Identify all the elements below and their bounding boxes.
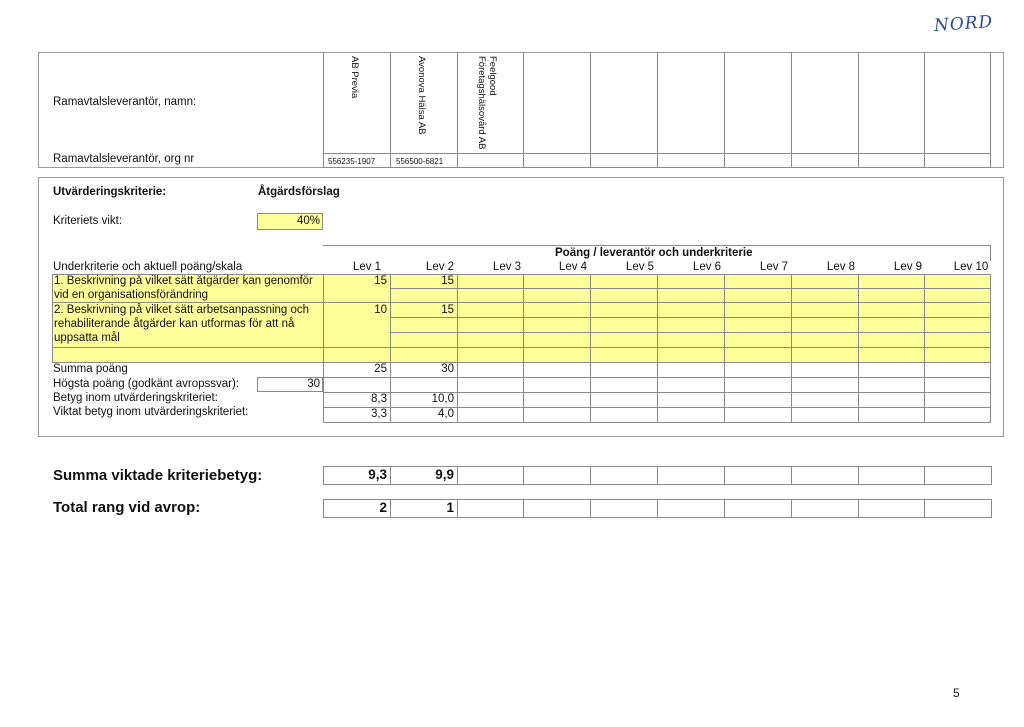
weighted-sum-lev1: 9,3 xyxy=(368,467,387,482)
criterion-label: Utvärderingskriterie: xyxy=(53,186,167,198)
col-lev9: Lev 9 xyxy=(893,261,923,273)
weight-label: Kriteriets vikt: xyxy=(53,215,123,227)
max-label: Högsta poäng (godkänt avropssvar): xyxy=(53,378,240,390)
subcriterion-1-line-2: vid en organisationsförändring xyxy=(54,289,209,301)
grade-lev1: 8,3 xyxy=(371,393,387,405)
sum-lev2: 30 xyxy=(441,363,454,375)
supplier-name-1: AB Previa xyxy=(349,56,360,99)
supplier-org-label: Ramavtalsleverantör, org nr xyxy=(53,153,195,165)
sub1-lev1-score: 15 xyxy=(374,275,387,287)
col-lev6: Lev 6 xyxy=(692,261,722,273)
subcriterion-1-line-1: 1. Beskrivning på vilket sätt åtgärder kan genomför xyxy=(54,275,313,287)
criterion-name: Åtgärdsförslag xyxy=(258,186,340,198)
col-lev10: Lev 10 xyxy=(953,261,989,273)
subcriterion-2-line-1: 2. Beskrivning på vilket sätt arbetsanpassning och xyxy=(54,304,310,316)
rank-lev2: 1 xyxy=(446,500,454,515)
col-lev1: Lev 1 xyxy=(352,261,382,273)
supplier-org-1: 556235-1907 xyxy=(328,157,376,166)
col-lev5: Lev 5 xyxy=(625,261,655,273)
weighted-label: Viktat betyg inom utvärderingskriteriet: xyxy=(53,406,249,418)
sub1-lev2-score: 15 xyxy=(441,275,454,287)
weighted-lev1: 3,3 xyxy=(371,408,387,420)
sum-label: Summa poäng xyxy=(53,363,128,375)
handwritten-note: NORD xyxy=(933,11,994,37)
col-lev3: Lev 3 xyxy=(492,261,522,273)
sub2-lev2-score: 15 xyxy=(441,304,454,316)
rank-lev1: 2 xyxy=(379,500,387,515)
subcriterion-2-line-3: uppsatta mål xyxy=(54,332,120,344)
sum-lev1: 25 xyxy=(374,363,387,375)
grade-label: Betyg inom utvärderingskriteriet: xyxy=(53,392,218,404)
supplier-header-box xyxy=(38,52,1004,168)
col-lev2: Lev 2 xyxy=(425,261,455,273)
row-header: Underkriterie och aktuell poäng/skala xyxy=(53,261,243,273)
weighted-sum-lev2: 9,9 xyxy=(435,467,454,482)
max-value: 30 xyxy=(307,378,320,390)
subcriterion-2-line-2: rehabiliterande åtgärder kan utformas för att nå xyxy=(54,318,295,330)
rank-label: Total rang vid avrop: xyxy=(53,499,201,516)
supplier-org-2: 556500-6821 xyxy=(396,157,444,166)
col-lev7: Lev 7 xyxy=(759,261,789,273)
supplier-name-label: Ramavtalsleverantör, namn: xyxy=(53,96,197,108)
weight-value: 40% xyxy=(296,215,320,227)
page-number: 5 xyxy=(953,686,960,700)
grade-lev2: 10,0 xyxy=(431,393,454,405)
col-lev8: Lev 8 xyxy=(826,261,856,273)
supplier-name-2: Avonova Hälsa AB xyxy=(416,56,427,135)
col-lev4: Lev 4 xyxy=(558,261,588,273)
supplier-name-3: Feelgood Företagshälsovård AB xyxy=(476,56,498,150)
sub2-lev1-score: 10 xyxy=(374,304,387,316)
group-header: Poäng / leverantör och underkriterie xyxy=(555,247,753,259)
weighted-lev2: 4,0 xyxy=(438,408,454,420)
weighted-sum-label: Summa viktade kriteriebetyg: xyxy=(53,467,263,484)
